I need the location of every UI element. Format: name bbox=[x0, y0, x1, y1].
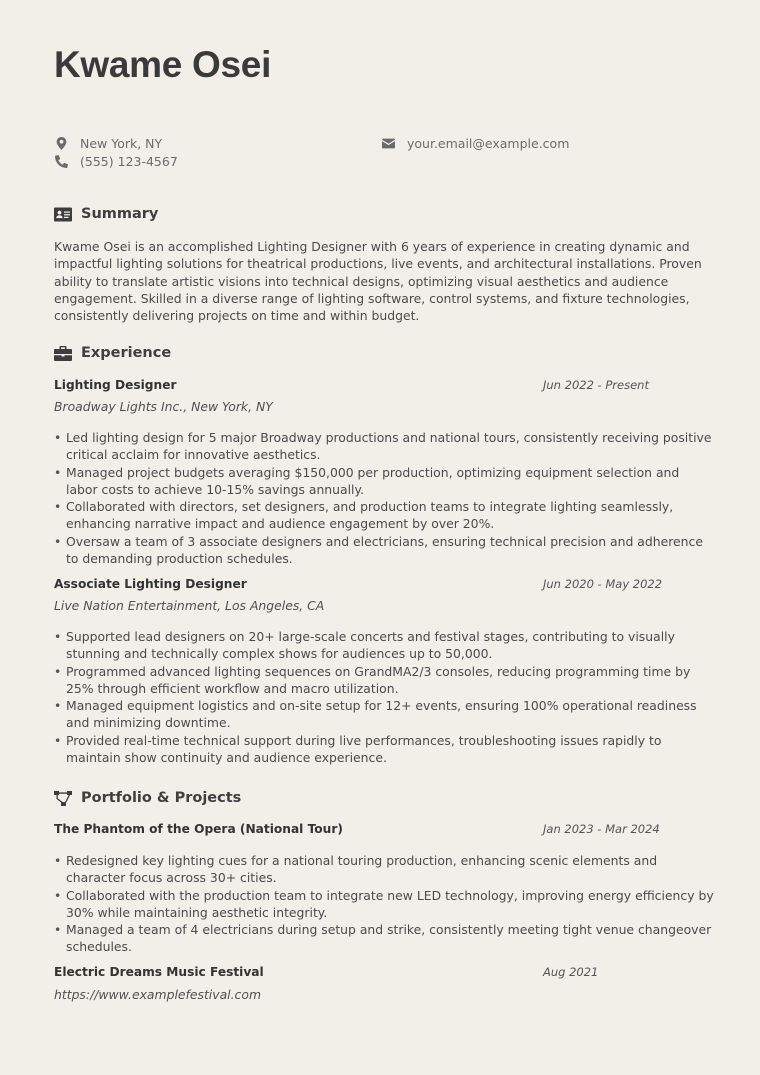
project-url-link[interactable]: https://www.examplefestival.com bbox=[54, 987, 262, 1002]
project-bullets bbox=[54, 852, 714, 956]
phone-icon bbox=[54, 155, 68, 169]
envelope-icon bbox=[381, 137, 395, 151]
summary-text: Kwame Osei is an accomplished Lighting Designer with 6 years of experience in creating dynamic and impactful lighting solutions for theatrical productions, live events, and architectural installations. Proven ability to translate artistic visions into technical designs, optimizing visual aesthetics and audience engagement. Skilled in a diverse range of lighting software, control systems, and fixture technologies, consistently delivering projects on time and within budget. bbox=[54, 239, 702, 324]
list-item: • Managed a team of 4 electricians during setup and strike, consistently meeting tight venue changeover schedules. bbox=[54, 921, 714, 956]
contact-email bbox=[381, 136, 569, 151]
list-item: • Redesigned key lighting cues for a national touring production, enhancing scenic elements and character focus across 30+ cities. bbox=[54, 852, 714, 887]
experience-heading: Experience bbox=[54, 345, 171, 361]
briefcase-icon bbox=[54, 345, 72, 361]
job-bullets bbox=[54, 628, 714, 766]
list-item: • Led lighting design for 5 major Broadway productions and national tours, consistently receiving positive critical acclaim for innovative aesthetics. bbox=[54, 429, 714, 464]
location-text: New York, NY bbox=[80, 136, 163, 151]
email-link[interactable]: your.email@example.com bbox=[407, 136, 570, 151]
contact-location bbox=[54, 136, 162, 151]
portfolio-heading: Portfolio & Projects bbox=[54, 790, 241, 806]
job-bullets bbox=[54, 429, 714, 567]
job-title: Lighting Designer bbox=[54, 378, 177, 392]
map-marker-icon bbox=[54, 137, 68, 151]
job-company: Broadway Lights Inc., New York, NY bbox=[54, 399, 273, 414]
contact-phone bbox=[54, 154, 178, 169]
list-item: • Managed equipment logistics and on-site setup for 12+ events, ensuring 100% operational readiness and minimizing downtime. bbox=[54, 697, 714, 732]
project-title: The Phantom of the Opera (National Tour) bbox=[54, 822, 343, 836]
list-item: • Provided real-time technical support during live performances, troubleshooting issues rapidly to maintain show continuity and audience experience. bbox=[54, 732, 714, 767]
list-item: • Oversaw a team of 3 associate designers and electricians, ensuring technical precision and adherence to demanding production schedules. bbox=[54, 533, 714, 568]
project-dates: Aug 2021 bbox=[543, 965, 599, 979]
job-dates: Jun 2020 - May 2022 bbox=[543, 577, 663, 591]
job-dates: Jun 2022 - Present bbox=[543, 378, 649, 392]
list-item: • Managed project budgets averaging $150,000 per production, optimizing equipment selection and labor costs to achieve 10-15% savings annually. bbox=[54, 464, 714, 499]
project-dates: Jan 2023 - Mar 2024 bbox=[543, 822, 660, 836]
id-card-icon bbox=[54, 206, 72, 222]
list-item: • Programmed advanced lighting sequences on GrandMA2/3 consoles, reducing programming time by 25% through efficient workflow and macro utilization. bbox=[54, 663, 714, 698]
project-diagram-icon bbox=[54, 790, 72, 806]
list-item: • Collaborated with the production team to integrate new LED technology, improving energy efficiency by 30% while maintaining aesthetic integrity. bbox=[54, 887, 714, 922]
candidate-name: Kwame Osei bbox=[54, 44, 272, 85]
summary-heading: Summary bbox=[54, 206, 158, 222]
job-company: Live Nation Entertainment, Los Angeles, CA bbox=[54, 598, 325, 613]
list-item: • Collaborated with directors, set designers, and production teams to integrate lighting seamlessly, enhancing narrative impact and audience engagement by over 20%. bbox=[54, 498, 714, 533]
list-item: • Supported lead designers on 20+ large-scale concerts and festival stages, contributing to visually stunning and technically complex shows for audiences up to 50,000. bbox=[54, 628, 714, 663]
phone-text: (555) 123-4567 bbox=[80, 154, 178, 169]
project-title: Electric Dreams Music Festival bbox=[54, 965, 264, 979]
job-title: Associate Lighting Designer bbox=[54, 577, 247, 591]
